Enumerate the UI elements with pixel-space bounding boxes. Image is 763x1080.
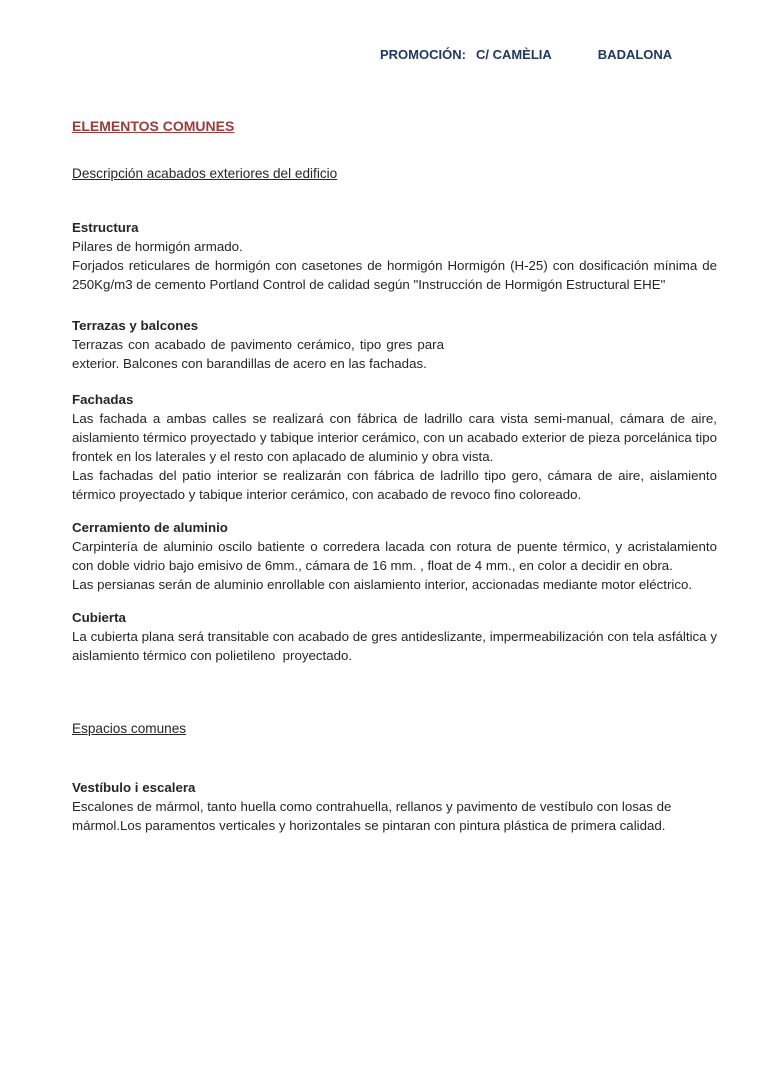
section-paragraph: Las fachadas del patio interior se realizarán con fábrica de ladrillo tipo gero, cámara de aire, aislamiento térmico proyectado y tabique interior cerámico, con acabado de revoco fino coloreado. <box>72 468 721 502</box>
section-paragraph: Carpintería de aluminio oscilo batiente o corredera lacada con rotura de puente térmico, y acristalamiento con doble vidrio bajo emisivo de 6mm., cámara de 16 mm. , float de 4 mm., en color a decidir en obra. <box>72 539 721 573</box>
section-heading: Terrazas y balcones <box>72 318 199 333</box>
section-paragraph: Terrazas con acabado de pavimento cerámico, tipo gres para exterior. Balcones con barandillas de acero en las fachadas. <box>72 337 448 371</box>
section-paragraph: Las fachada a ambas calles se realizará con fábrica de ladrillo cara vista semi-manual, cámara de aire, aislamiento térmico proyectado y tabique interior cerámico, con un acabado exterior de pieza porcelánica tipo frontek en los laterales y el resto con aplacado de aluminio y obra vista. <box>72 411 721 464</box>
section-paragraph: La cubierta plana será transitable con acabado de gres antideslizante, impermeabilización con tela asfáltica y aislamiento térmico con polietileno proyectado. <box>72 629 721 663</box>
promotion-city: BADALONA <box>597 47 673 62</box>
section-paragraph: Las persianas serán de aluminio enrollable con aislamiento interior, accionadas mediante motor eléctrico. <box>72 577 693 592</box>
intro-exteriores: Descripción acabados exteriores del edificio <box>72 166 338 181</box>
promotion-street: C/ CAMÈLIA <box>475 47 552 62</box>
section-heading: Vestíbulo i escalera <box>72 780 196 795</box>
intro-comunes: Espacios comunes <box>72 721 187 736</box>
document-content <box>72 0 721 835</box>
section-paragraph: Pilares de hormigón armado. <box>72 239 243 254</box>
section-cubierta <box>72 608 721 665</box>
section-paragraph: Forjados reticulares de hormigón con casetones de hormigón Hormigón (H-25) con dosificación mínima de 250Kg/m3 de cemento Portland Control de calidad según "Instrucción de Hormigón Estructural EHE" <box>72 258 721 292</box>
section-terrazas <box>72 316 717 373</box>
main-title: ELEMENTOS COMUNES <box>72 118 235 134</box>
section-fachadas <box>72 390 721 504</box>
promotion-label: PROMOCIÓN: <box>380 47 466 62</box>
section-estructura <box>72 218 721 294</box>
document-header <box>380 45 717 64</box>
section-heading: Cubierta <box>72 610 126 625</box>
section-heading: Estructura <box>72 220 139 235</box>
section-heading: Cerramiento de aluminio <box>72 520 228 535</box>
section-vestibulo <box>72 778 717 835</box>
section-cerramiento <box>72 518 721 594</box>
section-paragraph: Escalones de mármol, tanto huella como contrahuella, rellanos y pavimento de vestíbulo con losas de mármol.Los paramentos verticales y horizontales se pintaran con pintura plástica de primera calidad. <box>72 799 676 833</box>
section-heading: Fachadas <box>72 392 134 407</box>
